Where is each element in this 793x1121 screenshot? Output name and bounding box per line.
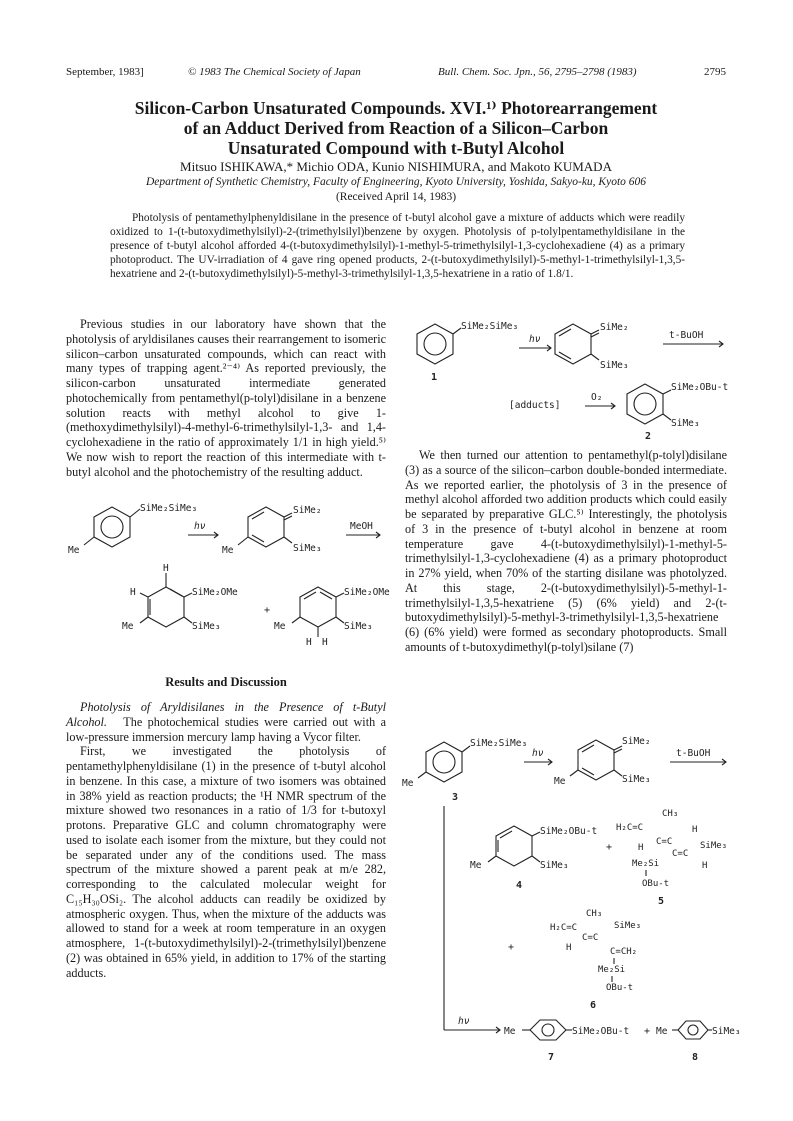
label-sime2sime3: SiMe₂SiMe₃ <box>461 321 519 332</box>
label-me: Me <box>554 776 566 787</box>
abstract-text: Photolysis of pentamethylphenyldisilane in the presence of t-butyl alcohol gave a mixture of adducts which were readily oxidized to 1-(t-butoxydimethylsilyl)-2-(trimethylsilyl)benzene by oxygen. Photolysis of p-tolylpentamethyldisilane in the presence of t-butyl alcohol afforded 4-(t-butoxydimethylsilyl)-1-methyl-5-trimethylsilyl-1,3-cyclohexadiene (4) as a primary photoproduct. The UV-irradiation of 4 gave ring opened products, 2-(t-butoxydimethylsilyl)-5-methyl-1-trimethylsilyl-1,3,5-hexatriene and 2-(t-butoxydimethylsilyl)-5-methyl-3-trimethylsilyl-1,3,5-hexatriene in a ratio of 1.8/1. <box>110 212 685 280</box>
intro-paragraph: Previous studies in our laboratory have shown that the photolysis of aryldisilanes causes their rearrangement to isomeric silicon–carbon unsaturated compounds, which can react with many types of trapping agent.²⁻⁴⁾ As reported previously, the silicon-carbon unsaturated intermediate generated photochemically from pentamethyl(p-tolyl)disilane in a benzene solution reacts with methyl alcohol to give 1-(methoxydimethylsilyl)-4-methyl-6-trimethylsilyl-1,3- and 1,4-cyclohexadiene in the ratio of approximately 1/1 in high yield.⁵⁾ We now wish to report the reaction of this intermediate with t-butyl alcohol and the photochemistry of the resulting adduct. <box>66 317 386 479</box>
label-ch3: CH₃ <box>586 909 603 919</box>
methoxy-adduct-1 <box>122 563 238 632</box>
phenyldisilane-structure <box>417 321 518 383</box>
issue-date: September, 1983] <box>66 66 144 78</box>
label-meoh: MeOH <box>350 521 373 533</box>
label-h: H <box>702 861 708 871</box>
title-line-1: Silicon-Carbon Unsaturated Compounds. XVI.¹⁾ Photorearrangement <box>134 98 658 118</box>
label-2: 2 <box>645 431 652 442</box>
label-sime3: SiMe₃ <box>192 621 221 633</box>
copyright-notice: © 1983 The Chemical Society of Japan <box>188 66 361 78</box>
label-ch3: CH₃ <box>662 809 679 819</box>
label-4: 4 <box>516 880 523 891</box>
scheme-phenyldisilane <box>405 312 727 442</box>
compound-2-structure <box>627 382 728 442</box>
compound-7-structure <box>504 1020 629 1063</box>
label-sime3: SiMe₃ <box>671 418 700 429</box>
label-plus: + <box>606 842 613 853</box>
label-sime3: SiMe₃ <box>700 841 728 851</box>
scheme-methanol <box>66 489 390 669</box>
label-sime3: SiMe₃ <box>712 1026 741 1037</box>
label-plus: + <box>264 605 271 617</box>
silene-structure <box>222 505 322 556</box>
label-obut: OBu-t <box>606 983 634 993</box>
compound-3-structure <box>402 738 527 803</box>
label-o2: O₂ <box>591 392 603 403</box>
label-me: Me <box>122 621 134 633</box>
label-sime3: SiMe₃ <box>622 774 651 785</box>
label-me2si: Me₂Si <box>598 965 626 975</box>
label-plus: + <box>644 1026 651 1037</box>
label-sime2obu: SiMe₂OBu-t <box>540 826 598 837</box>
compound-6-structure <box>508 909 641 1011</box>
compound-8-structure <box>656 1021 712 1063</box>
label-me: Me <box>222 545 234 557</box>
label-h: H <box>566 943 572 953</box>
journal-citation: Bull. Chem. Soc. Jpn., 56, 2795–2798 (1983) <box>438 66 637 78</box>
affiliation: Department of Synthetic Chemistry, Faculty of Engineering, Kyoto University, Yoshida, Sakyo-ku, Kyoto 606 <box>145 176 647 188</box>
label-tbuoh: t-BuOH <box>676 748 711 759</box>
label-sime3: SiMe₃ <box>614 921 642 931</box>
label-sime2obu: SiMe₂OBu-t <box>572 1026 630 1037</box>
label-cc: C=C <box>672 849 689 859</box>
label-h2c: H₂C=C <box>550 923 578 933</box>
paragraph-tolyl-photolysis: We then turned our attention to pentamethyl(p-tolyl)disilane (3) as a source of the silicon–carbon double-bonded intermediate. As we reported earlier, the photolysis of 3 in the presence of methyl alcohol afforded two addition products which could easily be separated by preparative GLC.⁵⁾ Interestingly, the photolysis of 3 in the presence of t-butyl alcohol in benzene at room temperature gave 4-(t-butoxydimethylsilyl)-1-methyl-5-trimethylsilyl-1,3-cyclohexadiene (4) as a primary photoproduct in 27% yield, when 70% of the starting disilane was photolyzed. At this stage, 2-(t-butoxydimethylsilyl)-5-methyl-1-trimethylsilyl-1,3,5-hexatriene (5) (6% yield) and 2-(t-butoxydimethylsilyl)-5-methyl-3-trimethylsilyl-1,3,5-hexatriene (6) (6% yield) were formed as secondary photoproducts. Small amounts of t-butoxydimethyl(p-tolyl)silane (7) <box>405 448 727 654</box>
compound-5-structure <box>616 809 727 907</box>
abstract <box>110 212 685 282</box>
left-column <box>66 317 390 980</box>
subsection-paragraph <box>66 700 386 744</box>
label-sime3: SiMe₃ <box>600 360 629 371</box>
received-date: (Received April 14, 1983) <box>335 191 457 203</box>
label-sime2: SiMe₂ <box>622 736 651 747</box>
label-h: H <box>163 563 169 575</box>
label-ch2: C=CH₂ <box>610 947 638 957</box>
label-me: Me <box>656 1026 668 1037</box>
label-h2c: H₂C=C <box>616 823 644 833</box>
label-hv: hν <box>532 748 544 759</box>
label-5: 5 <box>658 896 665 907</box>
label-hv: hν <box>458 1016 470 1027</box>
label-sime3: SiMe₃ <box>344 621 373 633</box>
label-h: H <box>130 587 136 599</box>
label-sime3: SiMe₃ <box>293 543 322 555</box>
running-head <box>66 66 726 80</box>
label-me: Me <box>68 545 80 557</box>
title-block <box>66 98 726 205</box>
section-heading: Results and Discussion <box>165 675 287 690</box>
subsection-text: The photochemical studies were carried out with a low-pressure immersion mercury lamp having a Vycor filter. <box>66 714 387 744</box>
compound-4-structure <box>470 826 597 891</box>
scheme-tbutanol <box>400 722 730 1012</box>
tolyl-silene-structure <box>554 736 651 787</box>
label-me2si: Me₂Si <box>632 859 660 869</box>
label-h: H <box>692 825 698 835</box>
label-sime2obu: SiMe₂OBu-t <box>671 382 729 393</box>
label-hv: hν <box>194 521 206 533</box>
title-line-3: Unsaturated Compound with t-Butyl Alcohol <box>227 138 565 158</box>
right-column <box>405 448 727 655</box>
label-h: H <box>322 637 328 649</box>
label-sime2sime3: SiMe₂SiMe₃ <box>140 503 198 515</box>
phenyl-silene-structure <box>555 322 629 371</box>
label-me: Me <box>402 778 414 789</box>
label-adducts: [adducts] <box>509 400 561 411</box>
label-me: Me <box>504 1026 516 1037</box>
label-obut: OBu-t <box>642 879 670 889</box>
label-7: 7 <box>548 1052 555 1063</box>
label-cc: C=C <box>582 933 599 943</box>
label-plus: + <box>508 942 515 953</box>
label-h: H <box>638 843 644 853</box>
label-sime2ome: SiMe₂OMe <box>344 587 390 599</box>
label-me: Me <box>274 621 286 633</box>
label-sime2sime3: SiMe₂SiMe₃ <box>470 738 528 749</box>
label-hv: hν <box>529 334 541 345</box>
label-sime3: SiMe₃ <box>540 860 569 871</box>
paragraph-photolysis-1: First, we investigated the photolysis of pentamethylphenyldisilane (1) in the presence of t-butyl alcohol in benzene. In this case, a mixture of two isomers was obtained in 38% yield as reaction products; the ¹H NMR spectrum of the mixture showed two resonances in a ratio of 1/3 for t-butoxyl protons. Preparative GLC and column chromatography were used to isolate each isomer from the mixture, but they could not be separated under any of the conditions used. The mass spectrum of the mixture showed a parent peak at m/e 282, corresponding to the calculated molecular weight for C₁₅H₃₀OSi₂. The alcohol adducts can readily be oxidized by atmospheric oxygen. Thus, when the mixture of the adducts was allowed to stand for a week at room temperature in an oxygen atmosphere, 1-(t-butoxydimethylsilyl)-2-(trimethylsilyl)benzene (2) was obtained in 65% yield, in addition to 17% of the starting adducts. <box>66 744 386 980</box>
label-me: Me <box>470 860 482 871</box>
tolyl-disilane-structure <box>68 503 197 556</box>
label-3: 3 <box>452 792 459 803</box>
title-line-2: of an Adduct Derived from Reaction of a Silicon–Carbon <box>183 118 609 138</box>
label-h: H <box>306 637 312 649</box>
label-sime2: SiMe₂ <box>293 505 322 517</box>
label-tbuoh: t-BuOH <box>669 330 704 341</box>
label-1: 1 <box>431 372 438 383</box>
label-sime2: SiMe₂ <box>600 322 629 333</box>
label-6: 6 <box>590 1000 597 1011</box>
label-sime2ome: SiMe₂OMe <box>192 587 238 599</box>
label-cc: C=C <box>656 837 673 847</box>
page-number: 2795 <box>704 66 726 78</box>
methoxy-adduct-2 <box>274 587 390 648</box>
subsection-runin: Photolysis of Aryldisilanes in the Presence of t-Butyl Alcohol. <box>66 700 386 729</box>
scheme-photoproducts <box>400 1010 741 1066</box>
label-8: 8 <box>692 1052 699 1063</box>
author-list: Mitsuo ISHIKAWA,* Michio ODA, Kunio NISHIMURA, and Makoto KUMADA <box>180 159 612 174</box>
